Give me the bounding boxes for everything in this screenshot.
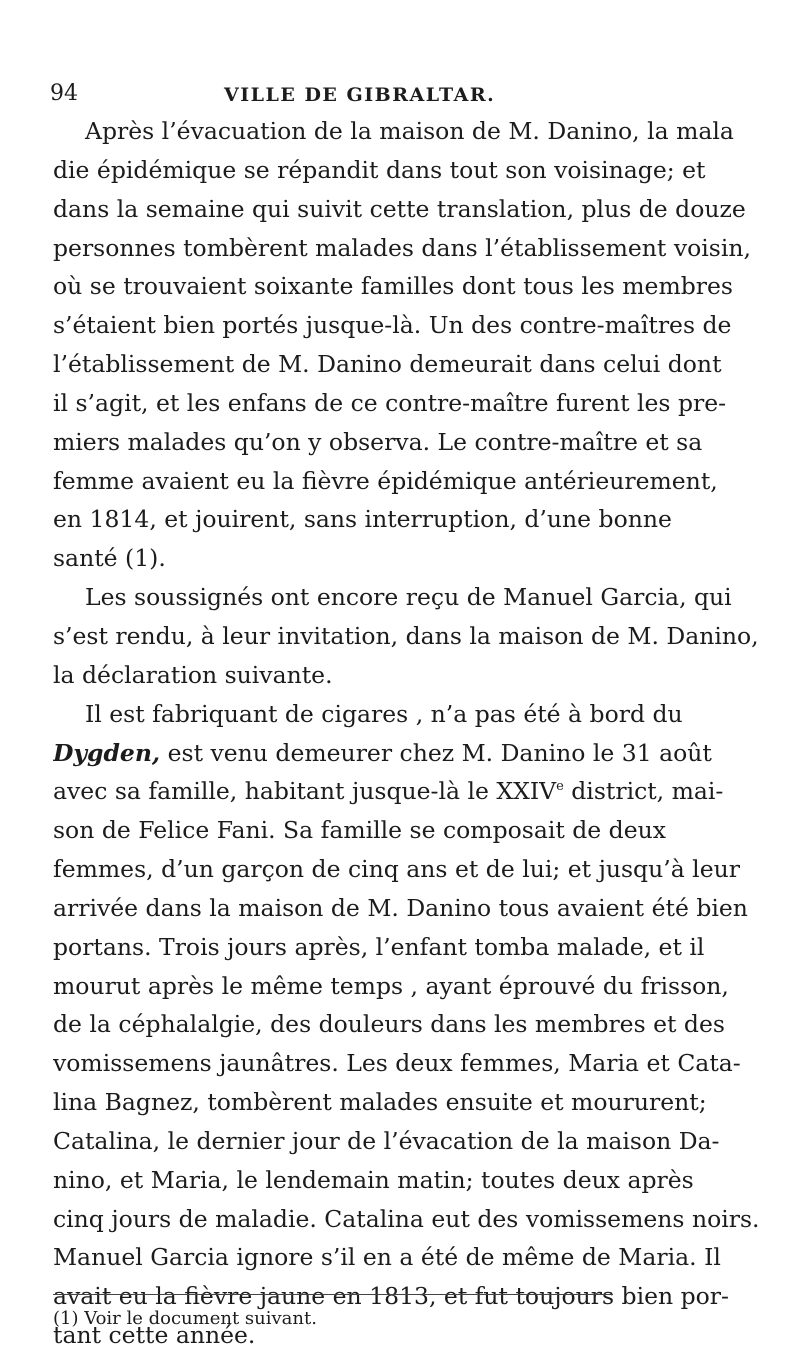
- text-line: en 1814, et jouirent, sans interruption, d’une bonne: [53, 505, 672, 534]
- text-line: santé (1).: [53, 544, 166, 573]
- text-line: femmes, d’un garçon de cinq ans et de lui; et jusqu’à leur: [53, 855, 740, 884]
- text-line: Manuel Garcia ignore s’il en a été de même de Maria. Il: [53, 1243, 721, 1272]
- text-line: dans la semaine qui suivit cette translation, plus de douze: [53, 194, 746, 223]
- text-line: die épidémique se répandit dans tout son voisinage; et: [53, 155, 706, 184]
- text-line: Catalina, le dernier jour de l’évacation de la maison Da-: [53, 1126, 720, 1155]
- text-line: mourut après le même temps , ayant éprouvé du frisson,: [53, 971, 729, 1000]
- text-line: arrivée dans la maison de M. Danino tous avaient été bien: [53, 893, 748, 922]
- text-line: vomissemens jaunâtres. Les deux femmes, Maria et Cata-: [53, 1049, 741, 1078]
- footnote: (1) Voir le document suivant.: [53, 1308, 317, 1329]
- running-head: VILLE DE GIBRALTAR.: [224, 84, 496, 106]
- text-line: Il est fabriquant de cigares , n’a pas été à bord du: [85, 699, 683, 728]
- text-line: tant cette année.: [53, 1321, 256, 1350]
- body-text: [53, 112, 800, 1355]
- text-line: portans. Trois jours après, l’enfant tomba malade, et il: [53, 932, 705, 961]
- text-line-district: [53, 772, 800, 811]
- text-line: Après l’évacuation de la maison de M. Danino, la mala: [85, 117, 734, 145]
- text-line-start: avec sa famille, habitant jusque-là le: [53, 777, 489, 806]
- text-line: son de Felice Fani. Sa famille se composait de deux: [53, 816, 667, 845]
- ship-name: Dygden,: [53, 738, 161, 767]
- text-line: la déclaration suivante.: [53, 660, 333, 689]
- text-line: de la céphalalgie, des douleurs dans les membres et des: [53, 1010, 725, 1039]
- text-line: cinq jours de maladie. Catalina eut des vomissemens noirs.: [53, 1204, 760, 1233]
- text-line-rest: est venu demeurer chez M. Danino le 31 août: [167, 738, 712, 767]
- text-line: nino, et Maria, le lendemain matin; toutes deux après: [53, 1165, 694, 1194]
- text-line: s’étaient bien portés jusque-là. Un des contre-maîtres de: [53, 311, 732, 340]
- text-line: Les soussignés ont encore reçu de Manuel Garcia, qui: [85, 583, 732, 612]
- text-line-tail: district, mai-: [563, 777, 724, 806]
- text-line: femme avaient eu la fièvre épidémique antérieurement,: [53, 466, 718, 495]
- text-line: s’est rendu, à leur invitation, dans la maison de M. Danino,: [53, 621, 759, 650]
- district-number: XXIVe: [496, 777, 564, 806]
- text-line: où se trouvaient soixante familles dont tous les membres: [53, 272, 733, 301]
- text-line: personnes tombèrent malades dans l’établissement voisin,: [53, 233, 751, 262]
- text-line-ship: [53, 734, 800, 773]
- text-line: miers malades qu’on y observa. Le contre-maître et sa: [53, 427, 703, 456]
- footnote-rule: [53, 1294, 613, 1295]
- page-number: 94: [50, 81, 78, 106]
- text-line: il s’agit, et les enfans de ce contre-maître furent les pre-: [53, 388, 727, 417]
- text-line: l’établissement de M. Danino demeurait dans celui dont: [53, 350, 722, 379]
- page-header: [50, 82, 800, 112]
- text-line: lina Bagnez, tombèrent malades ensuite et moururent;: [53, 1088, 707, 1117]
- text-line: avait eu la fièvre jaune en 1813, et fut toujours bien por-: [53, 1282, 729, 1311]
